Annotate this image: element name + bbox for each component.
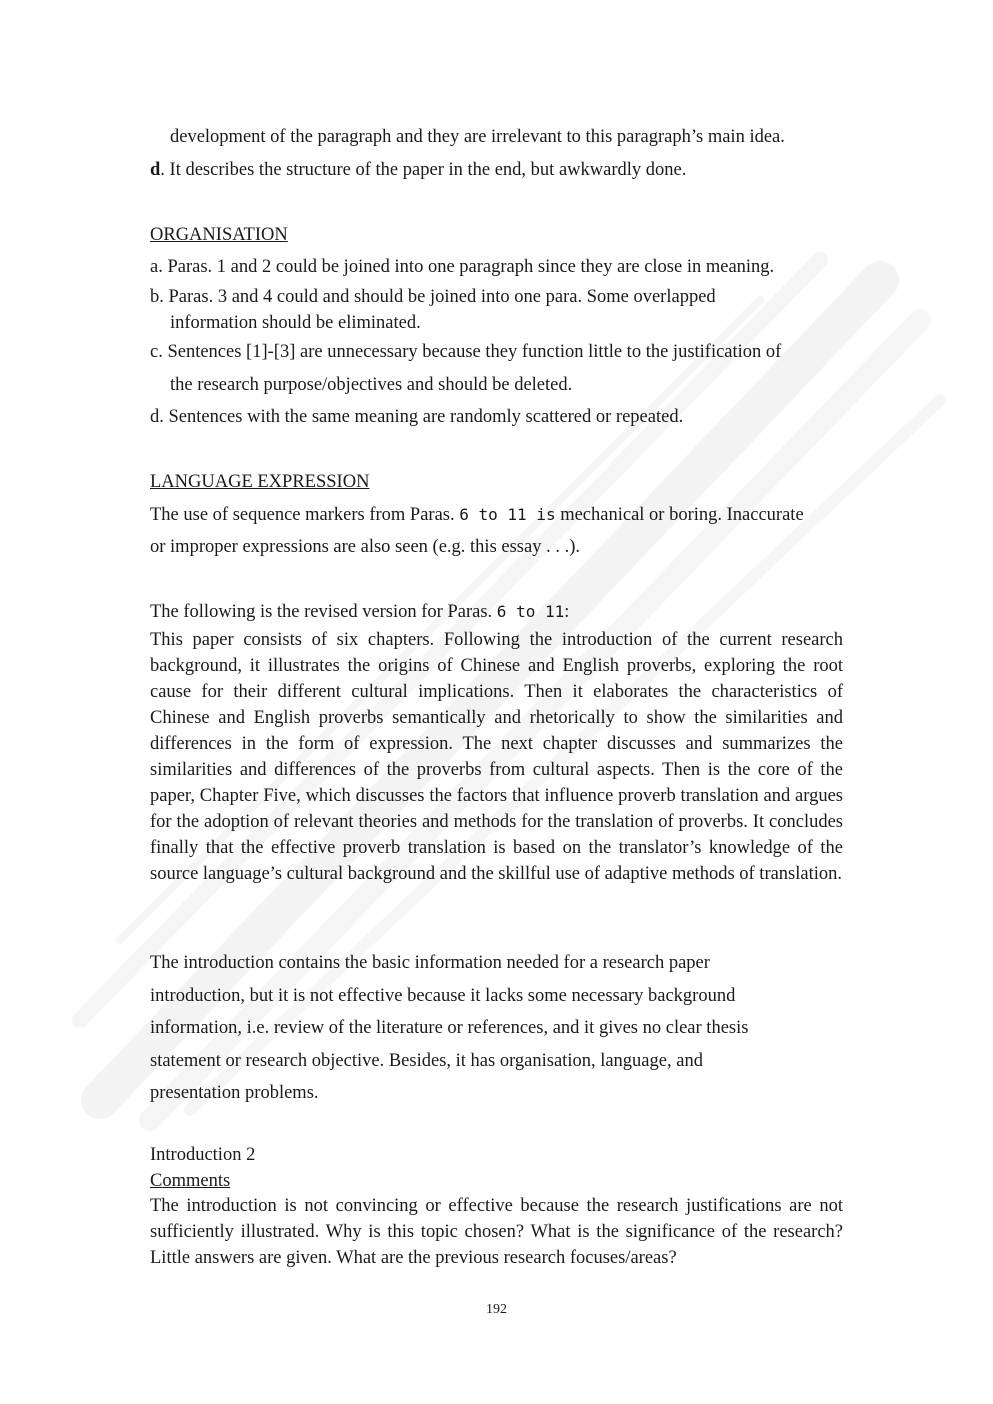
revised-intro: [150, 601, 569, 623]
organisation-heading: ORGANISATION: [150, 225, 288, 245]
continued-line: development of the paragraph and they are irrelevant to this paragraph’s main idea.: [170, 127, 785, 147]
organisation-item-d: d. Sentences with the same meaning are randomly scattered or repeated.: [150, 407, 684, 427]
comments-heading: Comments: [150, 1171, 231, 1191]
organisation-item-b-cont: information should be eliminated.: [170, 313, 421, 333]
summary-line-1: The introduction contains the basic information needed for a research paper: [150, 953, 710, 973]
summary-line-2: introduction, but it is not effective because it lacks some necessary background: [150, 986, 736, 1006]
summary-line-3: information, i.e. review of the literature or references, and it gives no clear thesis: [150, 1018, 749, 1038]
language-line-1-start: The use of sequence markers from Paras.: [150, 505, 460, 525]
page-number: 192: [486, 1302, 507, 1317]
revised-paragraph: This paper consists of six chapters. Following the introduction of the current research background, it illustrates the origins of Chinese and English proverbs, exploring the root cause for their different cultural implications. Then it elaborates the characteristics of Chinese and English proverbs semantically and rhetorically to show the similarities and differences in the form of expression. The next chapter discusses and summarizes the similarities and differences of the proverbs from cultural aspects. Then is the core of the paper, Chapter Five, which discusses the factors that influence proverb translation and argues for the adoption of relevant theories and methods for the translation of proverbs. It concludes finally that the effective proverb translation is based on the translator’s knowledge of the source language’s cultural background and the skillful use of adaptive methods of translation.: [150, 630, 843, 884]
revised-paras-range: 6 to 11: [496, 602, 565, 621]
language-heading: LANGUAGE EXPRESSION: [150, 472, 370, 492]
language-paras-range: 6 to 11 is: [459, 505, 556, 524]
intro2-comments-paragraph: The introduction is not convincing or effective because the research justifications are not sufficiently illustrated. Why is this topic chosen? What is the significance of the research? Little answers are given. What are the previous research focuses/areas?: [150, 1196, 843, 1268]
language-line-1-end: mechanical or boring. Inaccurate: [555, 505, 804, 525]
language-line-2: or improper expressions are also seen (e.g. this essay . . .).: [150, 537, 581, 557]
item-d-text: . It describes the structure of the paper in the end, but awkwardly done.: [160, 160, 687, 180]
organisation-item-c: c. Sentences [1]-[3] are unnecessary because they function little to the justification of: [150, 342, 782, 362]
revised-intro-end: :: [564, 602, 570, 622]
summary-line-5: presentation problems.: [150, 1083, 319, 1103]
item-d: [150, 159, 686, 181]
item-d-label: d: [150, 160, 161, 180]
organisation-item-b: b. Paras. 3 and 4 could and should be joined into one para. Some overlapped: [150, 287, 716, 307]
intro2-title: Introduction 2: [150, 1145, 256, 1165]
summary-line-4: statement or research objective. Besides, it has organisation, language, and: [150, 1051, 703, 1071]
language-line-1: [150, 504, 804, 526]
revised-intro-start: The following is the revised version for Paras.: [150, 602, 497, 622]
organisation-item-a: a. Paras. 1 and 2 could be joined into one paragraph since they are close in meaning.: [150, 257, 775, 277]
organisation-item-c-cont: the research purpose/objectives and should be deleted.: [170, 375, 573, 395]
